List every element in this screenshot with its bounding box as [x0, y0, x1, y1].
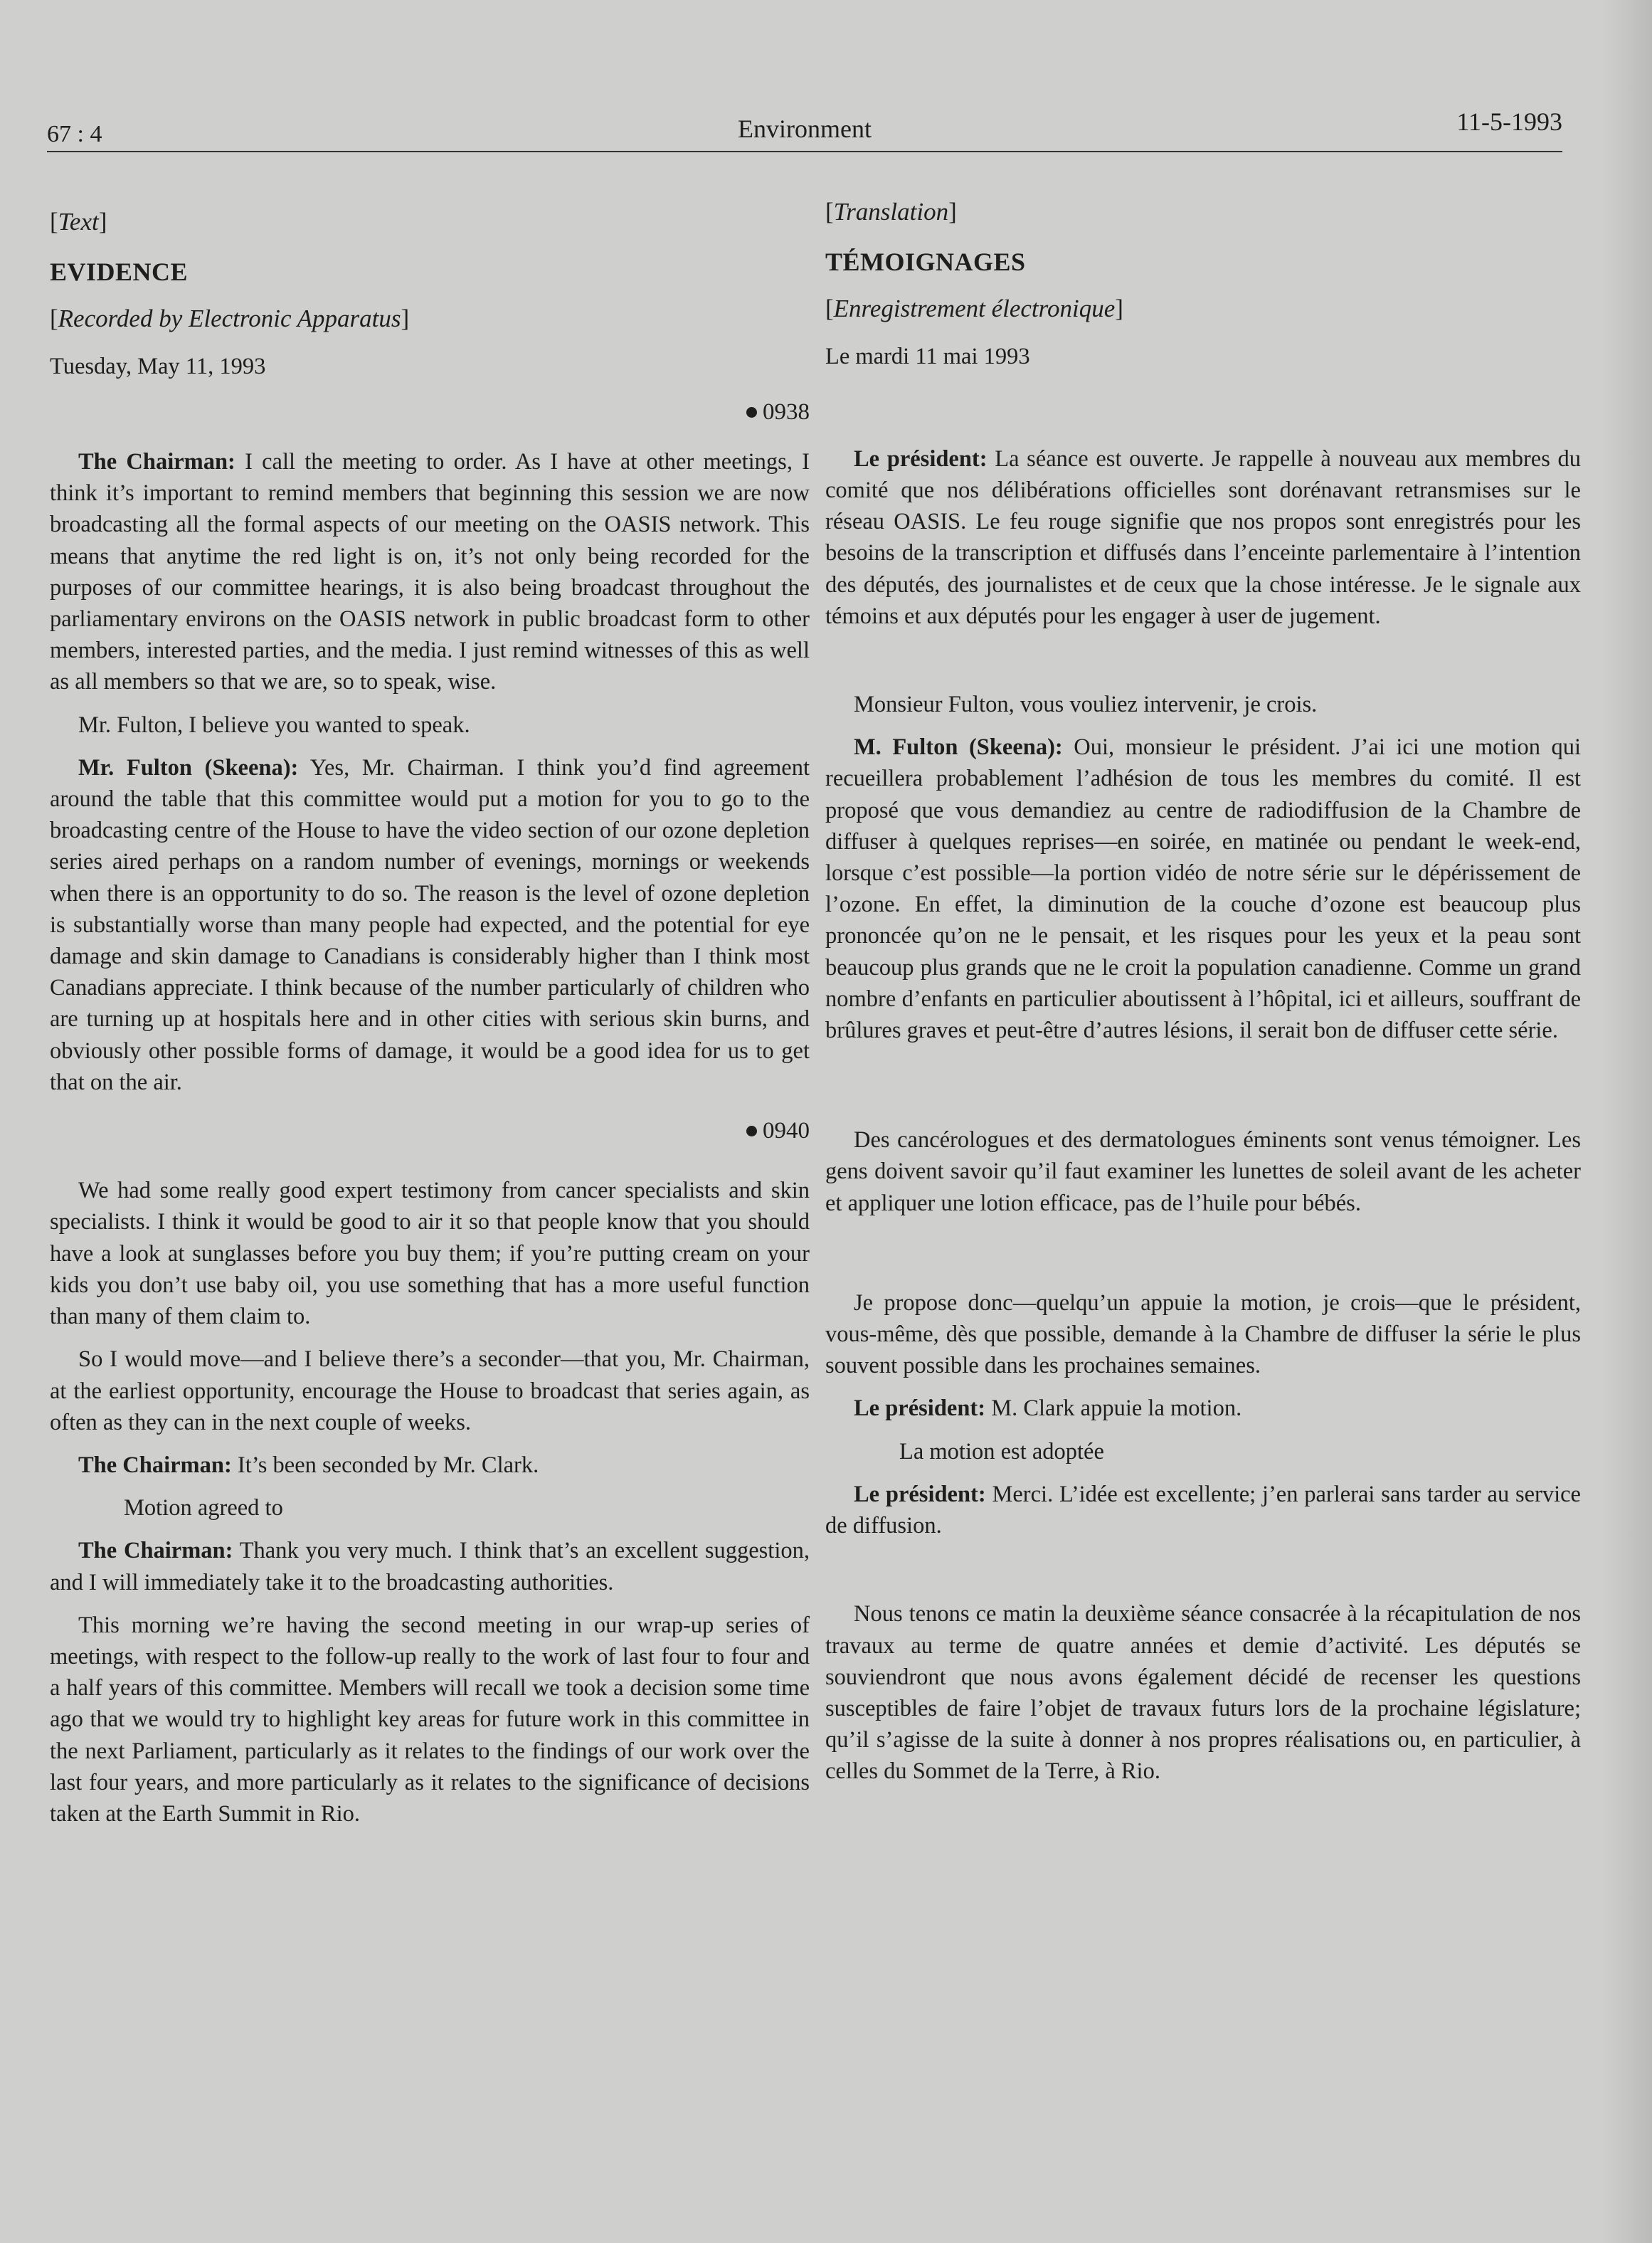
- session-date: Le mardi 11 mai 1993: [825, 343, 1030, 369]
- recording-note: [Enregistrement électronique]: [825, 295, 1123, 323]
- motion-agreed: Motion agreed to: [124, 1495, 283, 1521]
- paragraph-president-thanks: Le président: Merci. L’idée est excellente; j’en parlerai sans tarder au service de diffusion.: [825, 1481, 1581, 1539]
- section-heading: EVIDENCE: [50, 258, 189, 287]
- recording-note: [Recorded by Electronic Apparatus]: [50, 305, 410, 333]
- french-column: [825, 185, 1581, 1788]
- paragraph-fulton-motion: Mr. Fulton (Skeena): Yes, Mr. Chairman. I think you’d find agreement around the table that this committee would put a motion for you to go to the broadcasting centre of the House to have the video section of our ozone depletion series aired perhaps on a random number of evenings, mornings or weekends when there is an opportunity to do so. The reason is the level of ozone depletion is substantially worse than many people had expected, and the potential for eye damage and skin damage to Canadians is considerably higher than I think most Canadians appreciate. I think because of the number particularly of children who are turning up at hospitals here and in other cities with serious skin burns, and obviously other possible forms of damage, it would be a good idea for us to get that on the air.: [50, 754, 810, 1095]
- page-number: 67 : 4: [47, 121, 102, 147]
- english-column: [50, 185, 810, 1830]
- text-tag: [Text]: [50, 208, 107, 236]
- translation-tag: [Translation]: [825, 198, 957, 226]
- paragraph-wrap-up: Nous tenons ce matin la deuxième séance consacrée à la récapitulation de nos travaux au terme de quatre années et demie d’activité. Les députés se souviendront que nous avons également décidé de recenser les questions susceptibles de faire l’objet de travaux futurs lors de la prochaine législature; qu’il s’agisse de la suite à donner à nos propres réalisations ou, en particulier, à celles du Sommet de la Terre, à Rio.: [825, 1601, 1581, 1785]
- paragraph-move: Je propose donc—quelqu’un appuie la motion, je crois—que le président, vous-même, dès que possible, demande à la Chambre de diffuser la série le plus souvent possible dans les prochaines semaines.: [825, 1289, 1581, 1379]
- paragraph-president-opening: Le président: La séance est ouverte. Je rappelle à nouveau aux membres du comité que nos délibérations officielles sont dorénavant retransmises sur le réseau OASIS. Le feu rouge signifie que nos propos sont enregistrés pour les besoins de la transcription et diffusés dans l’enceinte parlementaire à l’intention des députés, des journalistes et de ceux que la chose intéresse. Je le signale aux témoins et aux députés pour les engager à user de jugement.: [825, 445, 1581, 629]
- motion-agreed: La motion est adoptée: [899, 1438, 1104, 1464]
- bullet-icon: [746, 407, 757, 418]
- paragraph-expert-testimony: We had some really good expert testimony from cancer specialists and skin specialists. I think it would be good to air it so that people know that you should have a look at sunglasses before you buy them; if you’re putting cream on your kids you don’t use baby oil, you use something that has a more useful function than many of them claim to.: [50, 1178, 810, 1330]
- section-heading: TÉMOIGNAGES: [825, 248, 1026, 277]
- page-header: [47, 107, 1562, 157]
- paragraph-chairman-thanks: The Chairman: Thank you very much. I think that’s an excellent suggestion, and I will immediately take it to the broadcasting authorities.: [50, 1538, 810, 1595]
- paragraph-seconded: Le président: M. Clark appuie la motion.: [854, 1395, 1242, 1422]
- page-edge-shadow: [1602, 0, 1652, 2243]
- header-date: 11-5-1993: [1456, 107, 1562, 136]
- timestamp-0940: 0940: [50, 1115, 810, 1146]
- paragraph-seconded: The Chairman: It’s been seconded by Mr. Clark.: [78, 1452, 539, 1478]
- timestamp-0938: 0938: [50, 396, 810, 428]
- paragraph-fulton-intro: Mr. Fulton, I believe you wanted to speak.: [78, 712, 470, 738]
- running-title: Environment: [738, 115, 872, 143]
- paragraph-fulton-intro: Monsieur Fulton, vous vouliez intervenir, je crois.: [854, 692, 1318, 718]
- paragraph-fulton-motion: M. Fulton (Skeena): Oui, monsieur le président. J’ai ici une motion qui recueillera probablement l’adhésion de tous les membres du comité. Il est proposé que vous demandiez au centre de radiodiffusion de la Chambre de diffuser à quelques reprises—en soirée, en matinée ou pendant le week-end, lorsque c’est possible—la portion vidéo de notre série sur le dépérissement de l’ozone. En effet, la diminution de la couche d’ozone est beaucoup plus prononcée qu’on ne le pensait, et les risques pour les yeux et la peau sont beaucoup plus grands que ne le croit la population canadienne. Comme un grand nombre d’enfants en particulier aboutissent à l’hôpital, ici et ailleurs, souffrant de brûlures graves et peut-être d’autres lésions, il serait bon de diffuser cette série.: [825, 734, 1581, 1044]
- paragraph-wrap-up: This morning we’re having the second meeting in our wrap-up series of meetings, with respect to the follow-up really to the work of last four to four and a half years of this committee. Members will recall we took a decision some time ago that we would try to highlight key areas for future work in this committee in the next Parliament, particularly as it relates to the findings of our work over the last four years, and more particularly as it relates to the significance of decisions taken at the Earth Summit in Rio.: [50, 1612, 810, 1827]
- header-rule: [47, 151, 1562, 152]
- session-date: Tuesday, May 11, 1993: [50, 353, 266, 379]
- bullet-icon: [746, 1126, 757, 1136]
- paragraph-expert-testimony: Des cancérologues et des dermatologues éminents sont venus témoigner. Les gens doivent savoir qu’il faut examiner les lunettes de soleil avant de les acheter et appliquer une lotion efficace, pas de l’huile pour bébés.: [825, 1127, 1581, 1216]
- paragraph-chairman-opening: The Chairman: I call the meeting to order. As I have at other meetings, I think it’s important to remind members that beginning this session we are now broadcasting all the formal aspects of our meeting on the OASIS network. This means that anytime the red light is on, it’s not only being recorded for the purposes of our committee hearings, it is also being broadcast throughout the parliamentary environs on the OASIS network in public broadcast form to other members, interested parties, and the media. I just remind witnesses of this as well as all members so that we are, so to speak, wise.: [50, 449, 810, 695]
- paragraph-move: So I would move—and I believe there’s a seconder—that you, Mr. Chairman, at the earliest opportunity, encourage the House to broadcast that series again, as often as they can in the next couple of weeks.: [50, 1346, 810, 1435]
